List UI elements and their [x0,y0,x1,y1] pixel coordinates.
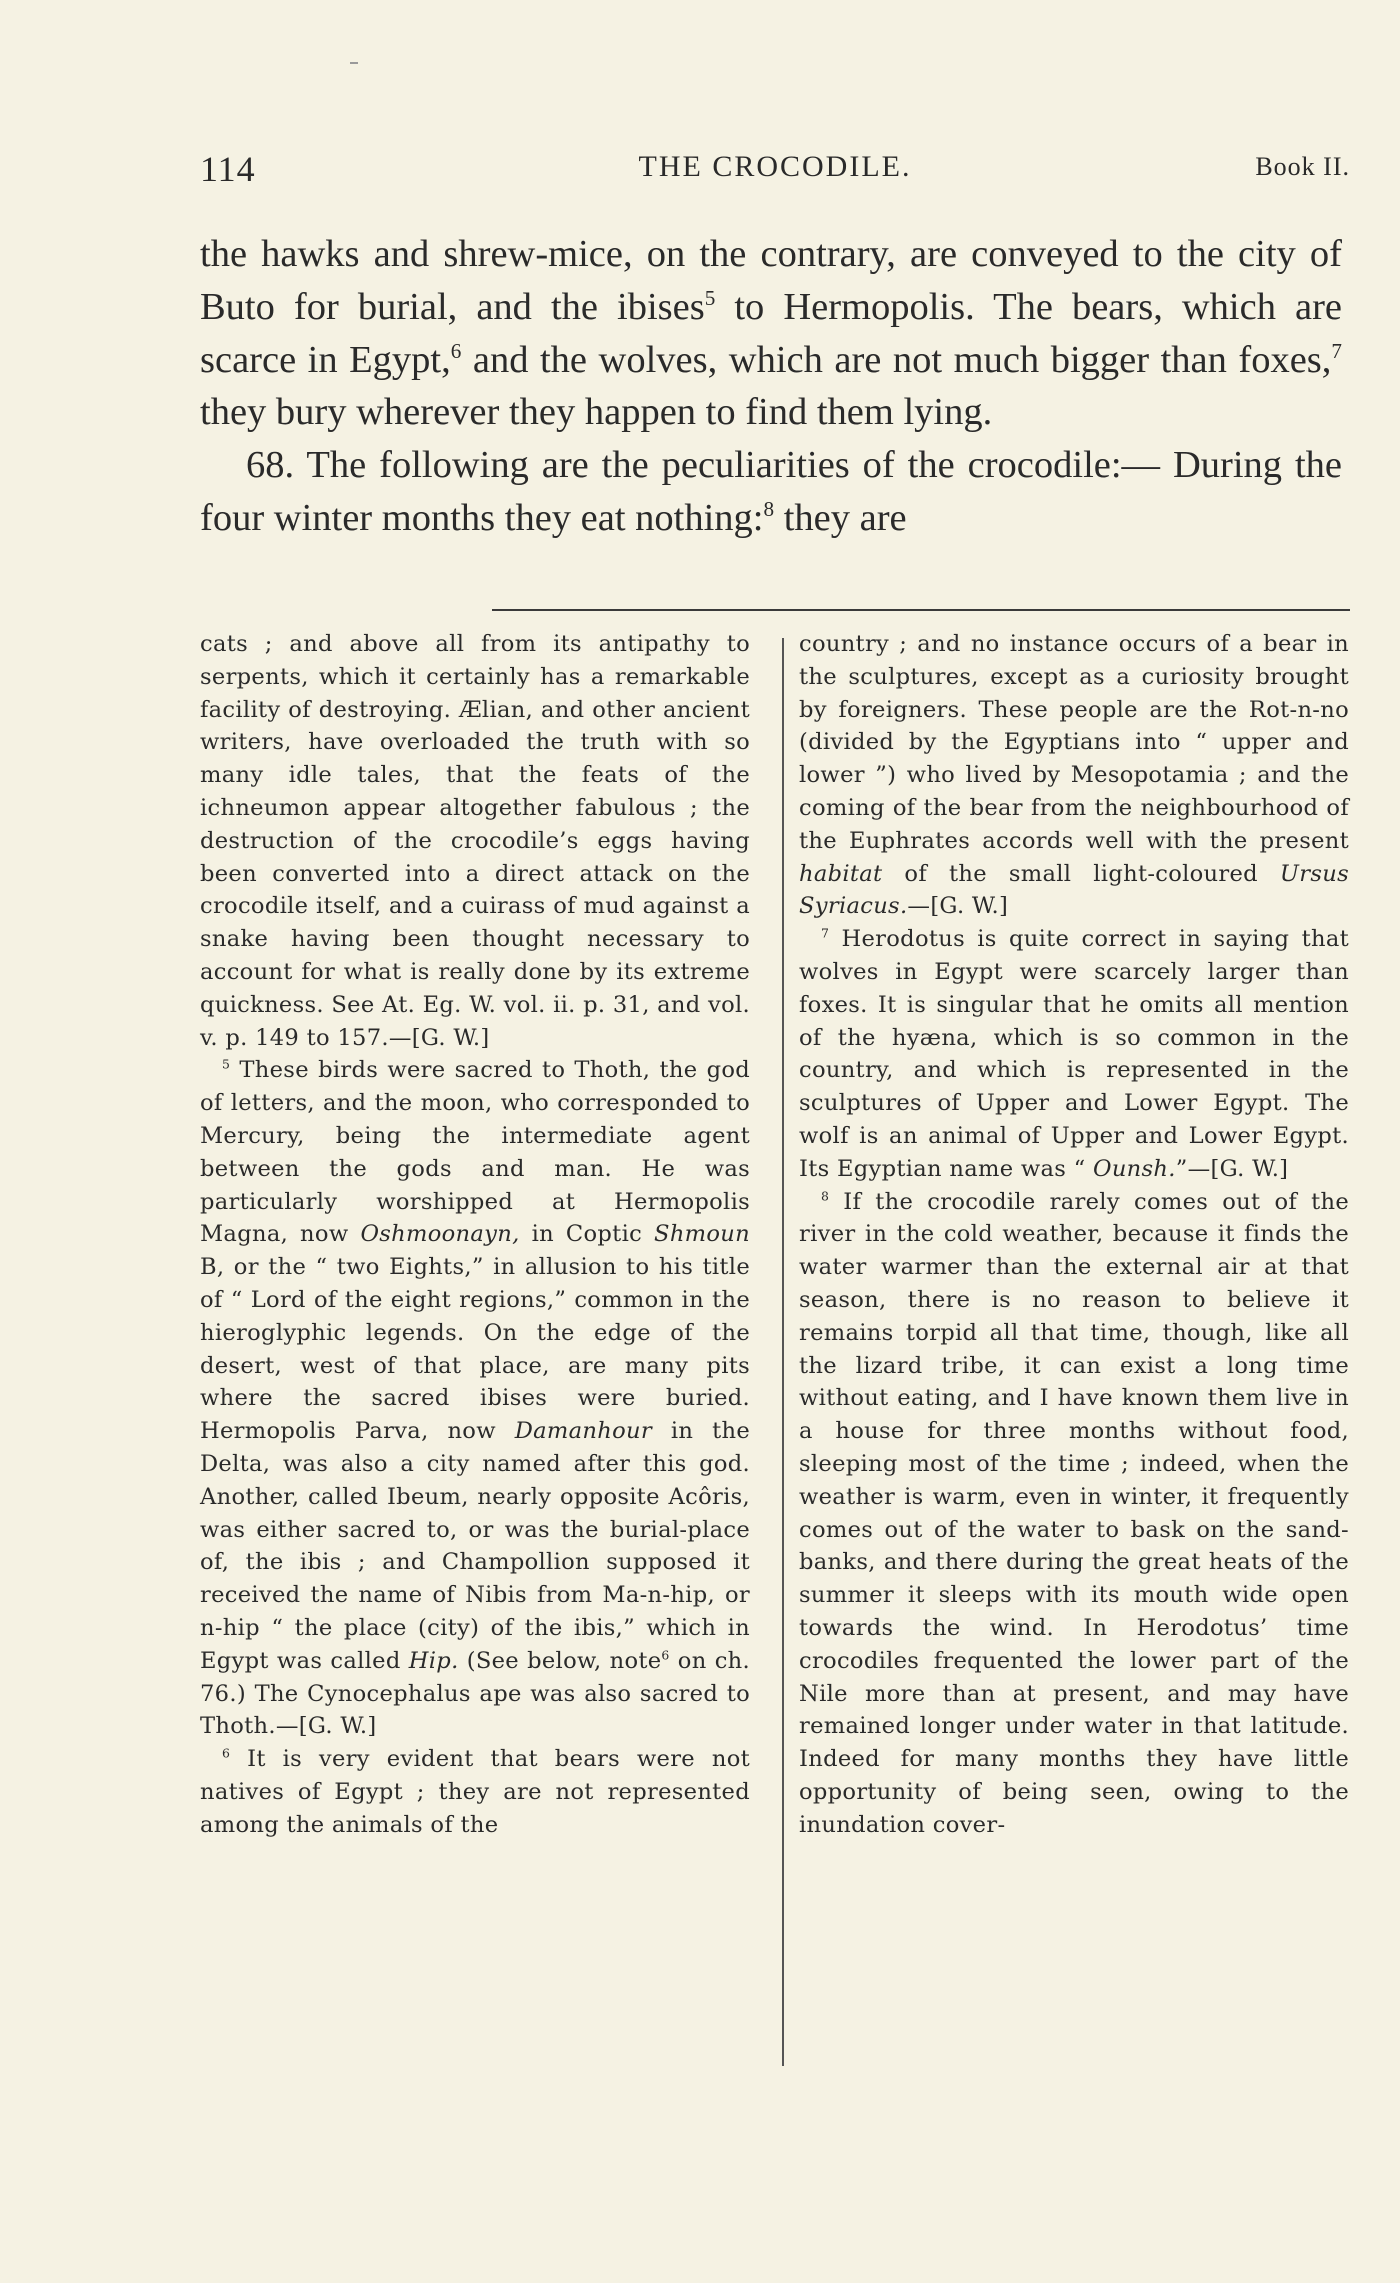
footnote-mark: 7 [821,925,830,941]
footnotes-right-column [799,628,1349,1841]
text-segment: cats ; and above all from its antipathy to serpents, which it certainly has a remarkable facility of destroying. Ælian, and other ancient writers, have overloaded the truth with so many idle tales, that the feats of the ichneumon appear altogether fabulous ; the destruction of the crocodile’s eggs having been converted into a direct attack on the crocodile itself, and a cuirass of mud against a snake having been thought necessary to account for what is really done by its extreme quickness. [200,631,750,1018]
text-segment: 68. The following are the peculiarities of the crocodile:— During the four winter months they eat nothing: [200,444,1342,539]
text-segment: and the wolves, which are not much bigger than foxes, [461,338,1332,381]
footnote-mark: 8 [821,1188,830,1204]
footnote-rule [492,609,1350,611]
italic-term: Damanhour [514,1418,652,1445]
main-text [200,228,1342,545]
text-segment: (See below, note [458,1647,662,1674]
text-segment: of the small light-coloured [882,860,1280,887]
italic-term: Ursus Syriacus. [799,860,1349,920]
footnote-ref: 6 [450,338,462,363]
text-segment: in Coptic [519,1221,655,1248]
book-label: Book II. [1255,152,1350,181]
italic-term: Hip. [408,1647,459,1674]
footnote-6-continued [799,628,1349,923]
page-number: 114 [200,149,256,189]
italic-term: Oshmoonayn, [360,1221,520,1248]
text-segment: the hawks and shrew-mice, on the contrary, are conveyed to the city of Buto for burial, and the ibises [200,233,1342,328]
italic-term: Ounsh. [1093,1155,1176,1182]
italic-term: habitat [799,860,883,887]
footnote-ref: 8 [763,497,775,522]
text-segment: These birds were sacred to Thoth, the god of letters, and the moon, who corresponded to Mercury, being the intermediate agent between the gods and man. He was particularly worshipped at Hermopolis Magna, now [200,1057,750,1248]
main-paragraph [200,228,1342,439]
footnote-7 [799,923,1349,1185]
paper-speck [350,62,358,64]
text-segment: to Hermopolis. The bears, which are scarce in Egypt, [200,285,1342,381]
running-title: THE CROCODILE. [638,150,912,183]
footnote-6 [200,1743,750,1841]
main-paragraph-68 [200,439,1342,545]
text-segment: country ; and no instance occurs of a bear in the sculptures, except as a curiosity brought by foreigners. These people are the Rot-n-no (divided by the Egyptians into “ upper and lower ”) who lived by Mesopotamia ; and the coming of the bear from the neighbourhood of the Euphrates accords well with the present [799,631,1349,854]
italic-term: Shmoun [654,1221,751,1248]
text-segment: B, or the “ two Eights,” in allusion to his title of “ Lord of the eight regions,” common in the hieroglyphic legends. On the edge of the desert, west of that place, are many pits where the sacred ibises were buried. Hermopolis Parva, now [200,1254,750,1445]
text-segment: It is very evident that bears were not natives of Egypt ; they are not represented among the animals of the [200,1746,750,1838]
text-segment: they are [774,496,907,539]
text-segment: on ch. 76.) The Cynocephalus ape was also sacred to Thoth.—[G. W.] [200,1647,750,1740]
text-segment: —[G. W.] [907,893,1009,920]
text-segment: ”—[G. W.] [1175,1155,1289,1182]
footnote-8 [799,1186,1349,1842]
text-segment: they bury wherever they happen to find them lying. [200,391,993,434]
text-segment: See At. Eg. W. vol. ii. p. 31, and vol. v. p. 149 to 157.—[G. W.] [200,991,751,1051]
footnotes-left-column [200,628,750,1841]
page-header [200,148,1350,198]
footnote-mark: 6 [222,1745,231,1761]
footnote-continued [200,628,750,1054]
footnote-mark: 5 [222,1056,231,1072]
text-segment: If the crocodile rarely comes out of the river in the cold weather, because it finds the water warmer than the external air at that season, there is no reason to believe it remains torpid all that time, though, like all the lizard tribe, it can exist a long time without eating, and I have known them live in a house for three months without food, sleeping most of the time ; indeed, when the weather is warm, even in winter, it frequently comes out of the water to bask on the sand-banks, and there during the great heats of the summer it sleeps with its mouth wide open towards the wind. In Herodotus’ time crocodiles frequented the lower part of the Nile more than at present, and may have remained longer under water in that latitude. Indeed for many months they have little opportunity of being seen, owing to the inundation cover- [799,1188,1349,1838]
footnote-ref: 5 [704,285,716,310]
footnote-5 [200,1054,750,1743]
text-segment: Herodotus is quite correct in saying that wolves in Egypt were scarcely larger than foxes. It is singular that he omits all mention of the hyæna, which is so common in the country, and which is represented in the sculptures of Upper and Lower Egypt. The wolf is an animal of Upper and Lower Egypt. Its Egyptian name was “ [799,926,1349,1182]
column-divider [782,638,784,2066]
footnote-ref: 6 [661,1647,670,1663]
footnote-ref: 7 [1331,338,1342,363]
text-segment: in the Delta, was also a city named after this god. Another, called Ibeum, nearly opposite Acôris, was either sacred to, or was the burial-place of, the ibis ; and Champollion supposed it received the name of Nibis from Ma-n-hip, or n-hip “ the place (city) of the ibis,” which in Egypt was called [200,1418,750,1674]
